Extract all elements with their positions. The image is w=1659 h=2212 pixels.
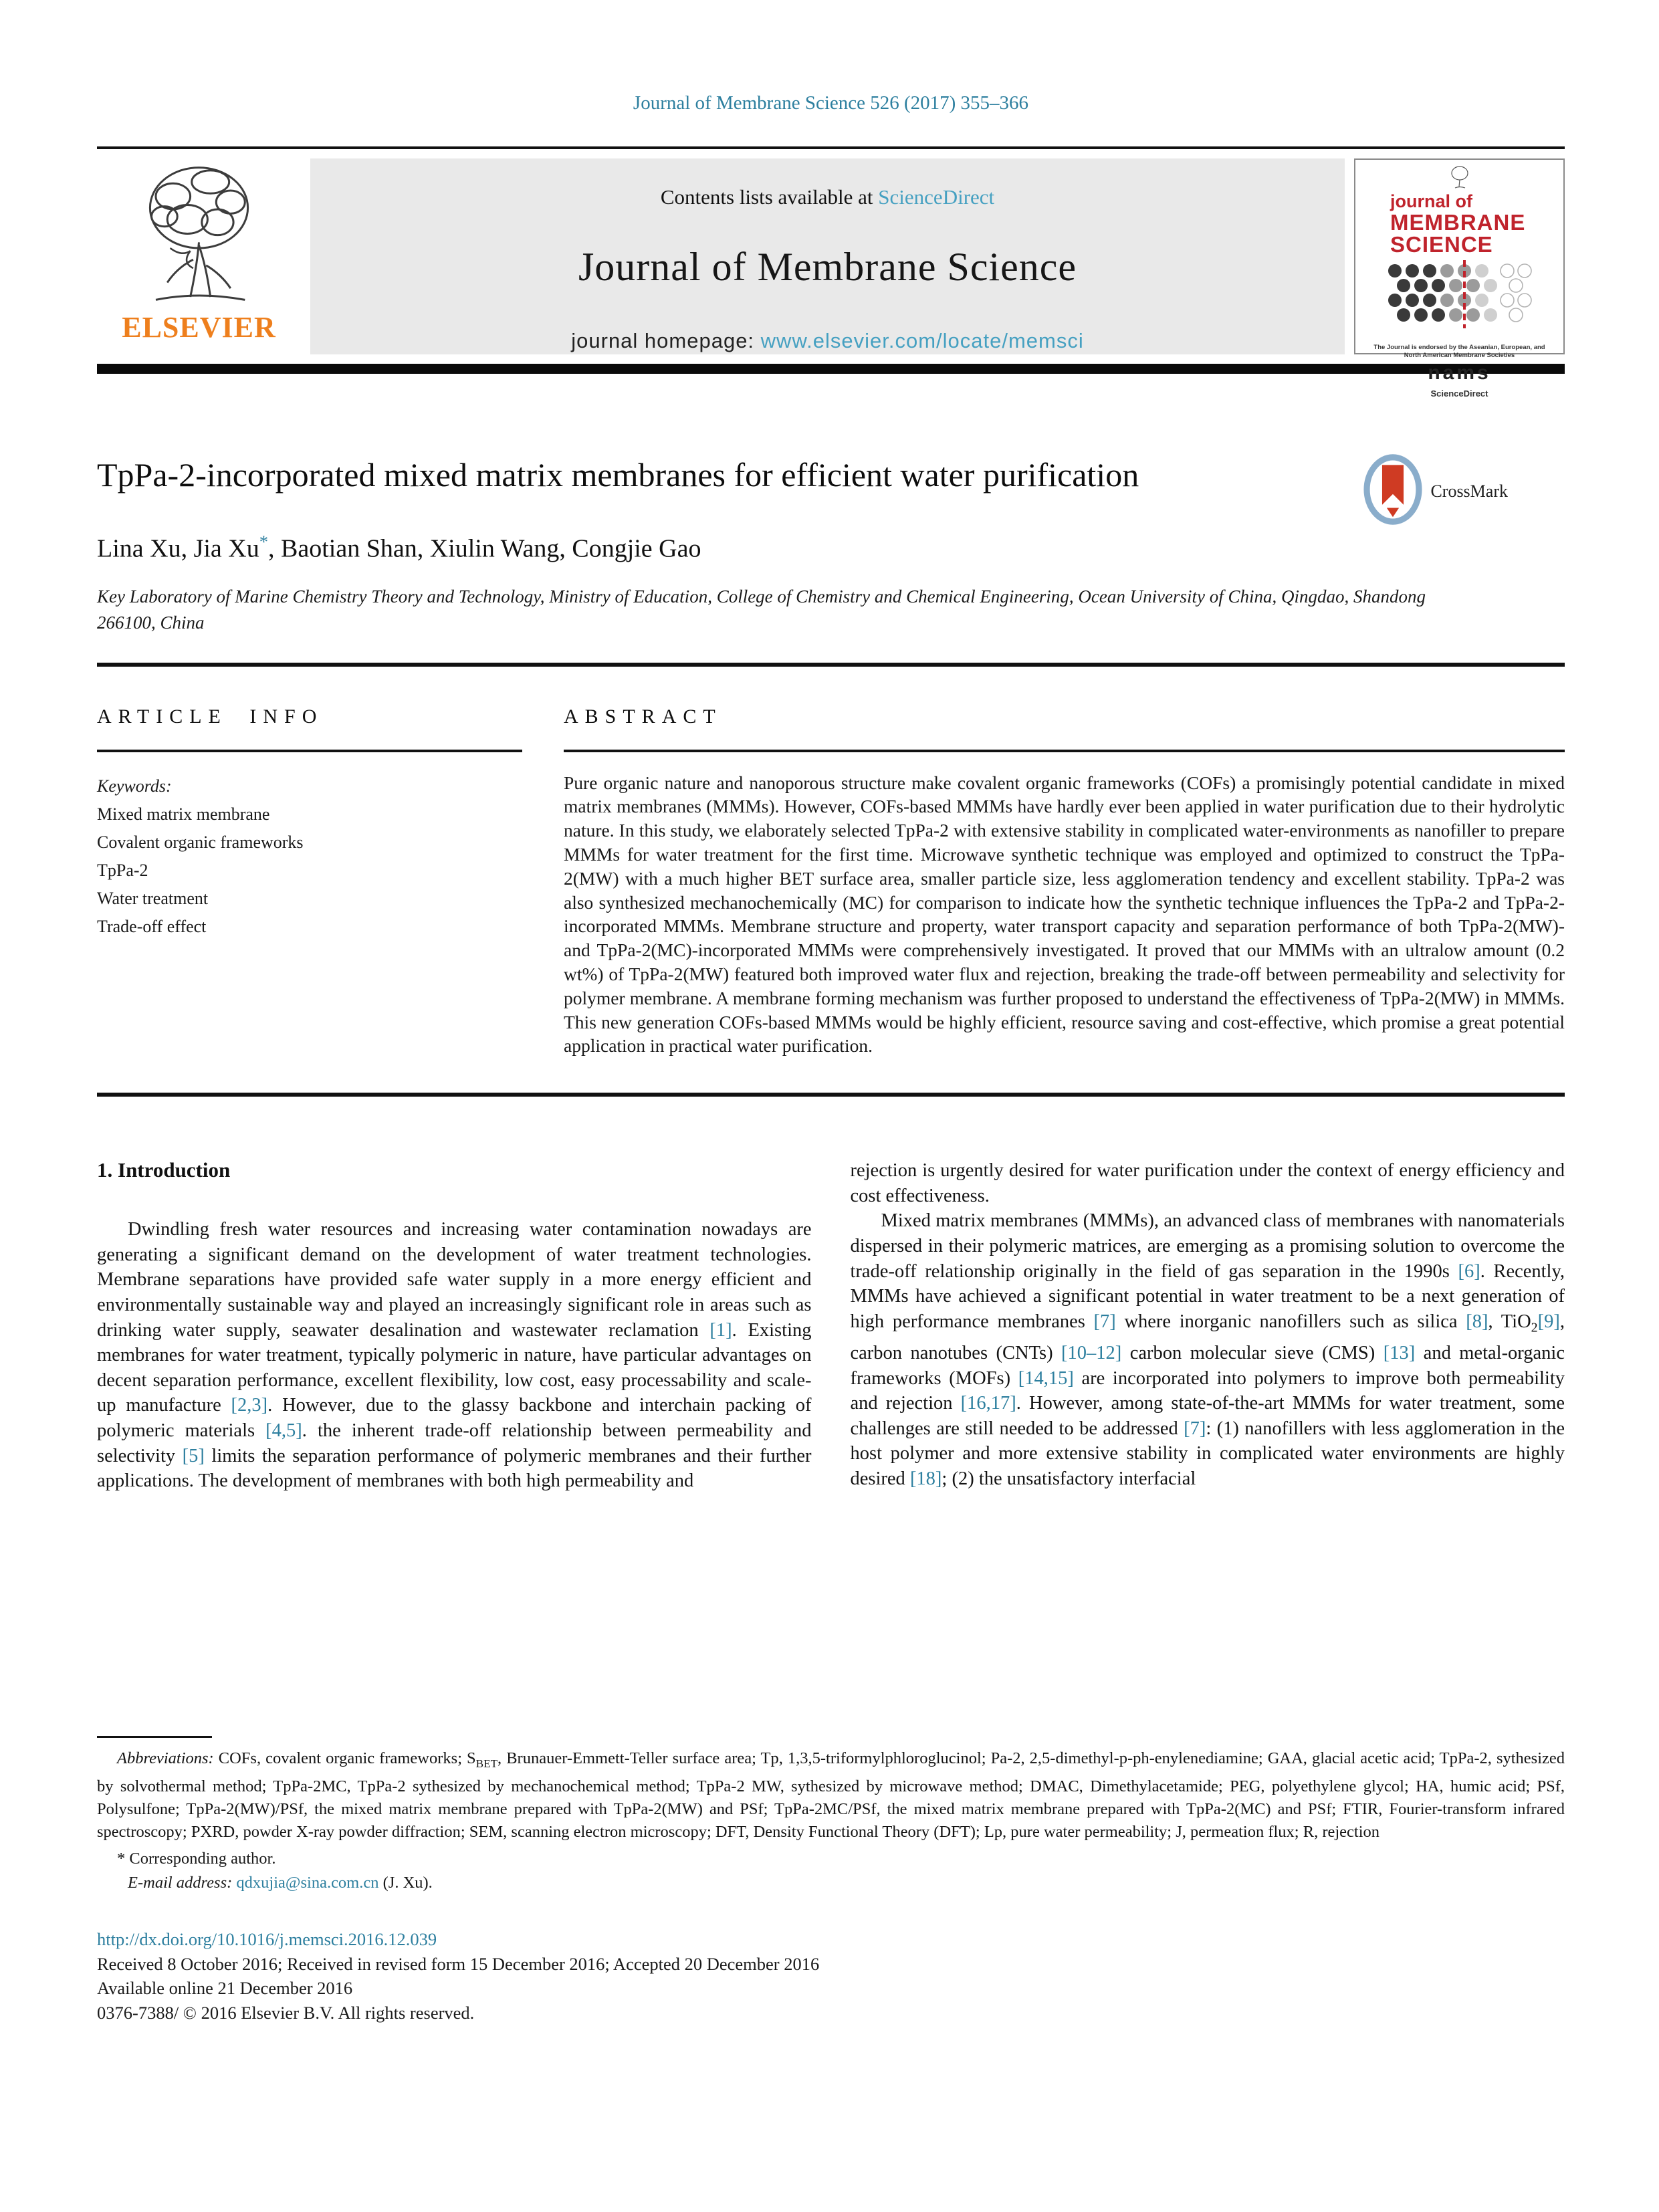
citation-link[interactable]: [7] <box>1184 1418 1206 1439</box>
intro-paragraph: Dwindling fresh water resources and increasing water contamination nowadays are generating a significant demand on the development of water treatment technologies. Membrane separations have provided safe water supply in a more energy efficient and environmentally sustainable way and played an increasingly significant role in areas such as drinking water supply, seawater desalination and wastewater reclamation [1]. Existing membranes for water treatment, typically polymeric in nature, have particular advantages on decent separation performance, excellent flexibility, low cost, easy processability and scale-up manufacture [2,3]. However, due to the glassy backbone and interchain packing of polymeric materials [4,5]. the inherent trade-off relationship between permeability and selectivity [5] limits the separation performance of polymeric membranes and their further applications. The development of membranes with both high permeability and <box>97 1219 812 1492</box>
cover-endorsement-line2: North American Membrane Societies <box>1404 352 1515 360</box>
intro-left-column <box>97 1158 812 1693</box>
journal-title: Journal of Membrane Science <box>578 245 1077 289</box>
abstract-rule <box>564 750 1565 752</box>
email-line: E-mail address: qdxujia@sina.com.cn (J. Xu). <box>128 1874 433 1892</box>
received-dates: Received 8 October 2016; Received in revised form 15 December 2016; Accepted 20 December 2016 <box>97 1953 820 1974</box>
corresponding-author-note: * Corresponding author. <box>117 1850 276 1868</box>
keywords-label: Keywords: <box>97 776 172 796</box>
cover-title-line2: MEMBRANE <box>1390 209 1526 235</box>
crossmark-label: CrossMark <box>1430 481 1508 501</box>
cover-endorsement-line1: The Journal is endorsed by the Aseanian, European, and <box>1373 343 1545 351</box>
article-title: TpPa-2-incorporated mixed matrix membranes for efficient water purification <box>97 456 1139 493</box>
masthead <box>97 158 1565 399</box>
introduction-section <box>97 1158 1565 1693</box>
issn-copyright: 0376-7388/ © 2016 Elsevier B.V. All rights reserved. <box>97 2002 475 2023</box>
elsevier-logo[interactable] <box>97 158 301 354</box>
abstract-column <box>564 705 1565 1059</box>
citation-link[interactable]: [2,3] <box>231 1395 268 1416</box>
cover-title-line3: SCIENCE <box>1390 232 1493 257</box>
inline-link[interactable]: www.elsevier.com/locate/memsci <box>760 329 1084 352</box>
citation-link[interactable]: [7] <box>1093 1311 1116 1332</box>
footnote-rule <box>97 1736 212 1738</box>
crossmark-icon <box>1362 453 1424 530</box>
citation-link[interactable]: * <box>259 532 269 552</box>
journal-cover-thumbnail[interactable] <box>1354 158 1565 399</box>
citation-link[interactable]: [1] <box>709 1319 732 1341</box>
inline-link[interactable]: ScienceDirect <box>878 185 995 209</box>
footnote-block <box>97 1736 1565 1895</box>
crossmark-badge[interactable] <box>1362 453 1508 530</box>
elsevier-tree-icon <box>127 158 271 309</box>
divider-abstract-bottom <box>97 1093 1565 1097</box>
citation-link[interactable]: [10–12] <box>1061 1343 1122 1364</box>
contents-line: Contents lists available at ScienceDirect <box>660 185 995 209</box>
keyword-item: TpPa-2 <box>97 860 148 880</box>
citation-link[interactable]: [6] <box>1458 1260 1480 1282</box>
section-heading-introduction: 1. Introduction <box>97 1158 231 1182</box>
abstract-heading: ABSTRACT <box>564 705 722 728</box>
homepage-line: journal homepage: www.elsevier.com/locate/memsci <box>571 329 1084 352</box>
cover-molecule-pattern <box>1383 328 1537 339</box>
citation-link[interactable]: [5] <box>182 1445 205 1466</box>
abstract-text: Pure organic nature and nanoporous structure make covalent organic frameworks (COFs) a promisingly potential candidate in mixed matrix membranes (MMMs). However, COFs-based MMMs have hardly ever been applied in water purification due to their hydrolytic nature. In this study, we elaborately selected TpPa-2 with extensive stability in complicated water-environments as nanofiller to prepare MMMs for water treatment for the first time. Microwave synthetic technique was employed and optimized to construct the TpPa-2(MW) with a much higher BET surface area, smaller particle size, less agglomeration tendency and excellent stability. TpPa-2 was also synthesized mechanochemically (MC) for comparison to indicate how the synthetic technique influences the TpPa-2 and TpPa-2-incorporated MMMs. Membrane structure and property, water transport capacity and separation performance of both TpPa-2(MW)- and TpPa-2(MC)-incorporated MMMs were comprehensively investigated. It proved that our MMMs with an ultralow amount (0.2 wt%) of TpPa-2(MW) featured both improved water flux and rejection, breaking the trade-off between permeability and selectivity for polymer membrane. A membrane forming mechanism was further proposed to understand the effectiveness of TpPa-2(MW) in MMMs. This new generation COFs-based MMMs would be highly efficient, resource saving and cost-effective, which promise a great potential application in practical water purification. <box>564 772 1565 1057</box>
keyword-item: Mixed matrix membrane <box>97 804 270 824</box>
divider-affiliation <box>97 663 1565 667</box>
article-info-column <box>97 705 522 1059</box>
article-info-heading: ARTICLE INFO <box>97 705 324 728</box>
divider-masthead-bottom <box>97 364 1565 374</box>
cover-title-line1: journal of <box>1390 191 1472 211</box>
citation-link[interactable]: [16,17] <box>960 1393 1016 1414</box>
intro-paragraph: Mixed matrix membranes (MMMs), an advanced class of membranes with nanomaterials dispersed in their polymeric matrices, are emerging as a promising solution to overcome the trade-off relationship originally in the field of gas separation in the 1990s [6]. Recently, MMMs have achieved a significant potential in water treatment to be a next generation of high performance membranes [7] where inorganic nanofillers such as silica [8], TiO$_2$[9], carbon nanotubes (CNTs) [10–12] carbon molecular sieve (CMS) [13] and metal-organic frameworks (MOFs) [14,15] are incorporated into polymers to improve both permeability and rejection [16,17]. However, among state-of-the-art MMMs for water treatment, some challenges are still needed to be addressed [7]: (1) nanofillers with less agglomeration in the host polymer and more extensive stability in complicated water environments are highly desired [18]; (2) the unsatisfactory interfacial <box>850 1210 1565 1490</box>
article-footer <box>97 1927 1565 2025</box>
elsevier-wordmark: ELSEVIER <box>122 311 276 344</box>
keyword-item: Trade-off effect <box>97 916 207 936</box>
citation-link[interactable]: [18] <box>909 1468 942 1490</box>
available-online: Available online 21 December 2016 <box>97 1978 353 1999</box>
masthead-banner <box>310 158 1345 354</box>
author-list: Lina Xu, Jia Xu*, Baotian Shan, Xiulin Wang, Congjie Gao <box>97 532 701 563</box>
inline-link[interactable]: qdxujia@sina.com.cn <box>236 1874 379 1892</box>
cover-nams-logo: nams <box>1428 361 1491 384</box>
intro-paragraph: rejection is urgently desired for water purification under the context of energy efficiency and cost effectiveness. <box>850 1160 1565 1206</box>
citation-link[interactable]: [13] <box>1383 1343 1416 1364</box>
citation-link[interactable]: [9] <box>1537 1311 1560 1332</box>
citation-link[interactable]: [8] <box>1466 1311 1488 1332</box>
cover-sciencedirect: ScienceDirect <box>1430 388 1488 399</box>
running-head-citation: Journal of Membrane Science 526 (2017) 355–366 <box>633 92 1029 114</box>
affiliation: Key Laboratory of Marine Chemistry Theory and Technology, Ministry of Education, College of Chemistry and Chemical Engineering, Ocean University of China, Qingdao, Shandong 266100, China <box>97 586 1426 633</box>
title-block <box>97 449 1565 501</box>
citation-link[interactable]: [4,5] <box>265 1420 302 1441</box>
citation-link[interactable]: [14,15] <box>1018 1367 1074 1389</box>
keyword-item: Covalent organic frameworks <box>97 832 304 852</box>
elsevier-tree-mini-icon <box>1448 181 1471 192</box>
doi-link[interactable]: http://dx.doi.org/10.1016/j.memsci.2016.12.039 <box>97 1929 437 1950</box>
divider-top <box>97 146 1565 149</box>
keyword-item: Water treatment <box>97 888 209 908</box>
abbreviations-text: Abbreviations: COFs, covalent organic frameworks; $S_{BET}$, Brunauer-Emmett-Teller surface area; Tp, 1,3,5-triformylphloroglucinol; Pa-2, 2,5-dimethyl-p-ph-enylenediamine; GAA, glacial acetic acid; TpPa-2, sythesized by solvothermal method; TpPa-2MC, TpPa-2 sythesized by mechanochemical method; TpPa-2 MW, sythesized by microwave method; DMAC, Dimethylacetamide; PEG, polyethylene glycol; HA, humic acid; PSf, Polysulfone; TpPa-2(MW)/PSf, the mixed matrix membrane prepared with TpPa-2(MW) and PSf; TpPa-2MC/PSf, the mixed matrix membrane prepared with TpPa-2(MC) and PSf; FTIR, Fourier-transform infrared spectroscopy; PXRD, powder X-ray powder diffraction; SEM, scanning electron microscopy; DFT, Density Functional Theory (DFT); Lp, pure water permeability; J, permeation flux; R, rejection <box>97 1749 1565 1841</box>
info-abstract-section <box>97 705 1565 1059</box>
intro-right-column <box>851 1158 1565 1693</box>
article-info-rule <box>97 750 522 752</box>
